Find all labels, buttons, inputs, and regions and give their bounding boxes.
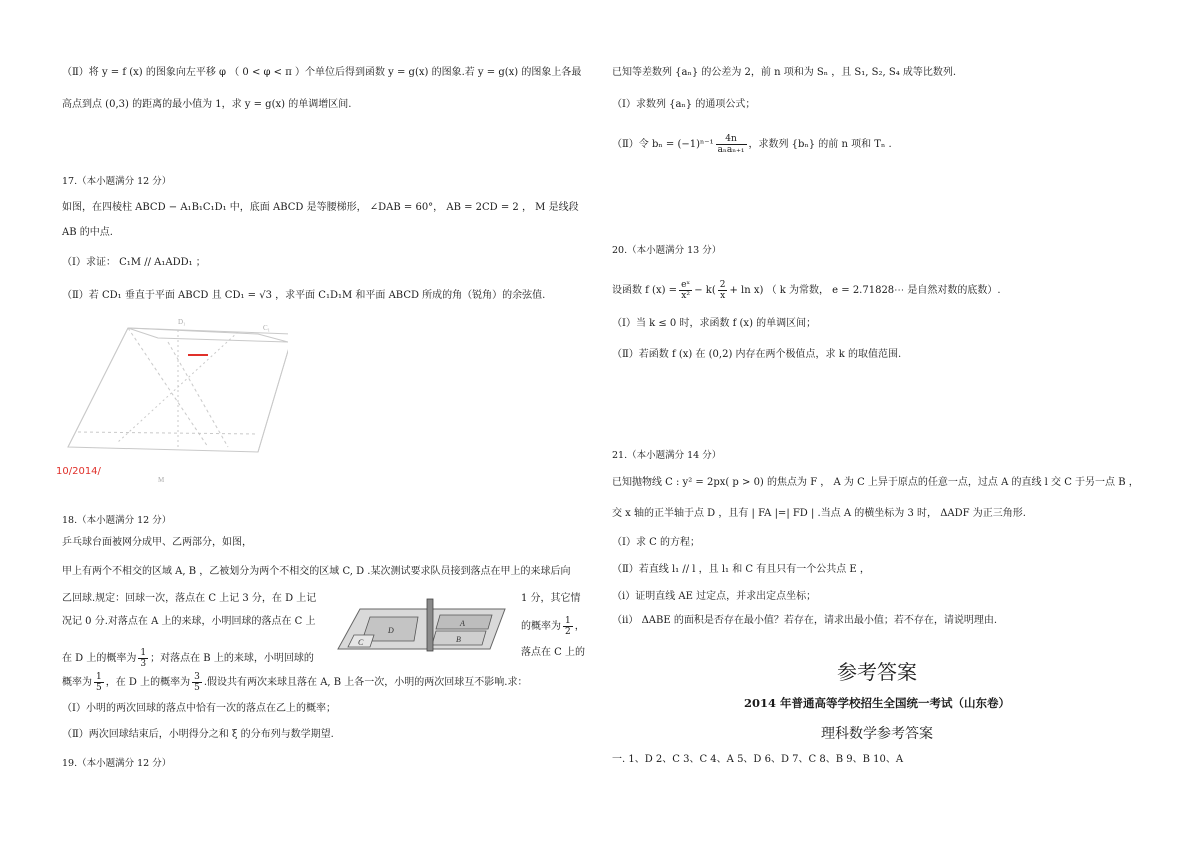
q20-part-ii: （Ⅱ）若函数 f (x) 在 (0,2) 内存在两个极值点，求 k 的取值范围. bbox=[612, 349, 902, 360]
answer-title: 参考答案 bbox=[837, 660, 917, 684]
q21-part-i: （Ⅰ）求 C 的方程； bbox=[612, 537, 700, 548]
table-tennis-figure bbox=[330, 597, 512, 657]
q19-stem: 已知等差数列 {aₙ} 的公差为 2，前 n 项和为 Sₙ ，且 S₁, S₂, S₄ 成等比数列. bbox=[612, 67, 957, 78]
q18-stem-line2: 甲上有两个不相交的区域 A, B ，乙被划分为两个不相交的区域 C, D .某次测试要求队员接到落点在甲上的来球后向 bbox=[62, 566, 571, 577]
q18-part-i: （Ⅰ）小明的两次回球的落点中恰有一次的落点在乙上的概率； bbox=[62, 703, 336, 714]
q20-stem: 设函数 f (x) = $\frac{\text{eˣ}}{\text{x²}}$ − k( $\frac{2}{x}$ + ln x) （ k 为常数， e = 2.71828⋯ 是自然对数的底数）. bbox=[612, 280, 1001, 301]
q21-heading: 21.（本小题满分 14 分） bbox=[612, 450, 722, 461]
region-d-label: D bbox=[388, 626, 394, 635]
q18-stem-line6: 概率为 $\frac{1}{5}$ ，在 D 上的概率为 $\frac{3}{5}$ .假设共有两次来球且落在 A, B 上各一次，小明的两次回球互不影响.求： bbox=[62, 672, 528, 693]
svg-text:M: M bbox=[158, 476, 165, 484]
q21-part-ii: （Ⅱ）若直线 l₁ // l ，且 l₁ 和 C 有且只有一个公共点 E ， bbox=[612, 564, 870, 575]
q21-stem-line1: 已知抛物线 C : y² = 2px( p > 0) 的焦点为 F ， A 为 C 上异于原点的任意一点，过点 A 的直线 l 交 C 于另一点 B ， bbox=[612, 477, 1139, 488]
q20-heading: 20.（本小题满分 13 分） bbox=[612, 245, 722, 256]
answer-subtitle: 2014 年普通高等学校招生全国统一考试（山东卷） bbox=[743, 696, 1010, 710]
net bbox=[427, 599, 433, 651]
answer-subtitle-2: 理科数学参考答案 bbox=[821, 726, 933, 742]
region-a-label: A bbox=[460, 619, 465, 628]
q21-part-ii-i: （ⅰ）证明直线 AE 过定点，并求出定点坐标； bbox=[612, 591, 817, 602]
q18-stem-line3b: 1 分，其它情 bbox=[521, 593, 581, 604]
q16-part-ii-line1: （Ⅱ）将 y = f (x) 的图象向左平移 φ （ 0 < φ < π ）个单位后得到函数 y = g(x) 的图象.若 y = g(x) 的图象上各最 bbox=[62, 67, 582, 78]
q17-stem-line1: 如图，在四棱柱 ABCD − A₁B₁C₁D₁ 中，底面 ABCD 是等腰梯形， ∠DAB = 60°， AB = 2CD = 2 ， M 是线段 bbox=[62, 202, 579, 213]
q17-part-i: （Ⅰ）求证： C₁M // A₁ADD₁ ； bbox=[62, 257, 206, 268]
q17-part-ii: （Ⅱ）若 CD₁ 垂直于平面 ABCD 且 CD₁ = √3 ，求平面 C₁D₁M 和平面 ABCD 所成的角（锐角）的余弦值. bbox=[62, 290, 546, 301]
q18-stem-line4a: 况记 0 分.对落点在 A 上的来球，小明回球的落点在 C 上 bbox=[62, 616, 316, 627]
svg-text:C₁: C₁ bbox=[263, 324, 271, 332]
q19-heading: 19.（本小题满分 12 分） bbox=[62, 758, 172, 769]
q17-stem-line2: AB 的中点. bbox=[62, 227, 113, 238]
q18-stem-line3a: 乙回球.规定：回球一次，落点在 C 上记 3 分，在 D 上记 bbox=[62, 593, 317, 604]
watermark-text: 10/2014/ bbox=[56, 466, 101, 477]
q21-part-ii-ii: （ⅱ） ΔABE 的面积是否存在最小值？若存在，请求出最小值；若不存在，请说明理由. bbox=[612, 615, 998, 626]
region-b-label: B bbox=[456, 635, 461, 644]
q18-heading: 18.（本小题满分 12 分） bbox=[62, 515, 172, 526]
q19-part-i: （Ⅰ）求数列 {aₙ} 的通项公式； bbox=[612, 99, 756, 110]
q21-stem-line2: 交 x 轴的正半轴于点 D ，且有 | FA |=| FD | .当点 A 的横坐标为 3 时， ΔADF 为正三角形. bbox=[612, 508, 1026, 519]
svg-text:D₁: D₁ bbox=[178, 318, 186, 326]
q19-part-ii: （Ⅱ）令 bₙ = (−1)ⁿ⁻¹ $\frac{4n}{\text{aₙaₙ₊₁}}$ ，求数列 {bₙ} 的前 n 项和 Tₙ . bbox=[612, 134, 892, 155]
region-c-label: C bbox=[358, 638, 364, 647]
q16-part-ii-line2: 高点到点 (0,3) 的距离的最小值为 1，求 y = g(x) 的单调增区间. bbox=[62, 99, 352, 110]
q17-heading: 17.（本小题满分 12 分） bbox=[62, 176, 172, 187]
q18-stem-line5b: 落点在 C 上的 bbox=[521, 647, 586, 658]
q18-part-ii: （Ⅱ）两次回球结束后，小明得分之和 ξ 的分布列与数学期望. bbox=[62, 729, 334, 740]
q20-part-i: （Ⅰ）当 k ≤ 0 时，求函数 f (x) 的单调区间； bbox=[612, 318, 817, 329]
q18-stem-line4b: 的概率为 $\frac{1}{2}$ ， bbox=[521, 616, 585, 637]
q18-stem-line5a: 在 D 上的概率为 $\frac{1}{3}$ ；对落点在 B 上的来球，小明回球的 bbox=[62, 648, 314, 669]
prism-figure bbox=[58, 312, 288, 487]
q18-stem-line1: 乒乓球台面被网分成甲、乙两部分，如图， bbox=[62, 537, 252, 548]
answer-line-1: 一. 1、D 2、C 3、C 4、A 5、D 6、D 7、C 8、B 9、B 10、A bbox=[612, 754, 904, 765]
